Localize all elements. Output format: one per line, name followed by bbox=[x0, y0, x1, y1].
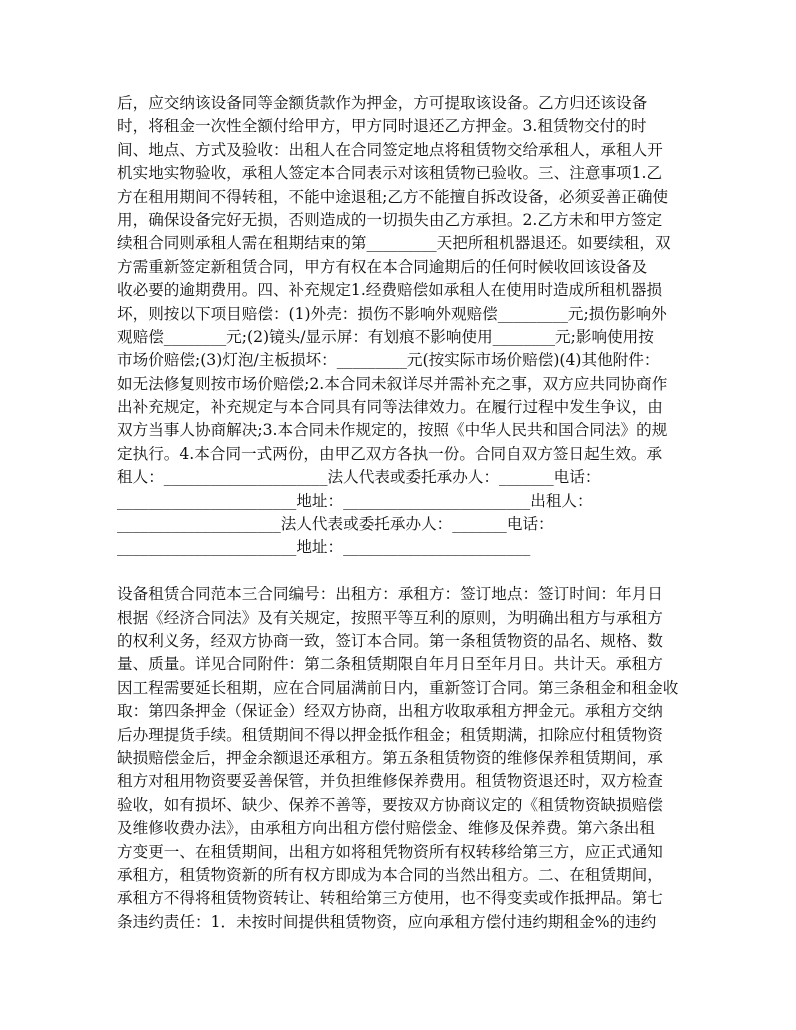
text-line: 承租方，租赁物资新的所有权方即成为本合同的当然出租方。二、在租赁期间， bbox=[117, 865, 663, 884]
text-line: 设备租赁合同范本三合同编号：出租方：承租方：签订地点：签订时间：年月日 bbox=[117, 585, 663, 604]
text-line: 取：第四条押金（保证金）经双方协商，出租方收取承租方押金元。承租方交纳 bbox=[117, 702, 663, 721]
text-line: 的权利义务，经双方协商一致，签订本合同。第一条租赁物资的品名、规格、数 bbox=[117, 631, 663, 650]
text-line: 方变更一、在租赁期间，出租方如将租凭物资所有权转移给第三方，应正式通知 bbox=[117, 842, 663, 861]
text-line: 承租方不得将租赁物资转让、转租给第三方使用，也不得变卖或作抵押品。第七 bbox=[117, 889, 663, 908]
contract-clause-paragraph bbox=[117, 92, 679, 560]
text-line: 条违约责任：1．未按时间提供租赁物资，应向承租方偿付违约期租金%的违约 bbox=[117, 912, 657, 931]
text-line: 市场价赔偿;(3)灯泡/主板损坏：_________元(按实际市场价赔偿)(4)其他附件： bbox=[117, 351, 660, 370]
signature-line: _____________________法人代表或委托承办人：_______电话： bbox=[117, 515, 554, 534]
text-line: 量、质量。详见合同附件：第二条租赁期限自年月日至年月日。共计天。承租方 bbox=[117, 655, 663, 674]
text-line: 后办理提货手续。租赁期间不得以押金抵作租金；租赁期满，扣除应付租赁物资 bbox=[117, 725, 663, 744]
text-line: 间、地点、方式及验收：出租人在合同签定地点将租赁物交给承租人，承租人开 bbox=[117, 140, 663, 159]
text-line: 定执行。4.本合同一式两份，由甲乙双方各执一份。合同自双方签日起生效。承 bbox=[117, 444, 663, 463]
text-line: 出补充规定，补充规定与本合同具有同等法律效力。在履行过程中发生争议，由 bbox=[117, 398, 663, 417]
text-line: 因工程需要延长租期，应在合同届满前日内，重新签订合同。第三条租金和租金收 bbox=[117, 678, 679, 697]
text-line: 用，确保设备完好无损，否则造成的一切损失由乙方承担。2.乙方未和甲方签定 bbox=[117, 210, 663, 229]
signature-line: 租人：_____________________法人代表或委托承办人：_______电话： bbox=[117, 468, 601, 487]
text-line: 缺损赔偿金后，押金余额退还承租方。第五条租赁物资的维修保养租赁期间，承 bbox=[117, 748, 663, 767]
text-line: 观赔偿________元;(2)镜头/显示屏：有划痕不影响使用________元;影响使用按 bbox=[117, 327, 654, 346]
text-line: 根据《经济合同法》及有关规定，按照平等互利的原则，为明确出租方与承租方 bbox=[117, 608, 663, 627]
signature-line: _______________________地址：________________________ bbox=[117, 538, 531, 557]
text-line: 租方对租用物资要妥善保管，并负担维修保养费用。租赁物资退还时，双方检查 bbox=[117, 772, 663, 791]
text-line: 续租合同则承租人需在租期结束的第_________天把所租机器退还。如要续租，双 bbox=[117, 234, 671, 253]
document-page bbox=[117, 92, 679, 934]
paragraph-spacer bbox=[117, 560, 679, 583]
text-line: 机实地实物验收，承租人签定本合同表示对该租赁物已验收。三、注意事项1.乙 bbox=[117, 164, 663, 183]
text-line: 验收，如有损坏、缺少、保养不善等，要按双方协商议定的《租赁物资缺损赔偿 bbox=[117, 795, 663, 814]
text-line: 方在租用期间不得转租，不能中途退租;乙方不能擅自拆改设备，必须妥善正确使 bbox=[117, 187, 669, 206]
signature-line: _______________________地址：________________________出租人： bbox=[117, 491, 593, 510]
text-line: 收必要的逾期费用。四、补充规定1.经费赔偿如承租人在使用时造成所租机器损 bbox=[117, 281, 663, 300]
text-line: 如无法修复则按市场价赔偿;2.本合同未叙详尽并需补充之事，双方应共同协商作 bbox=[117, 374, 668, 393]
text-line: 方需重新签定新租赁合同，甲方有权在本合同逾期后的任何时候收回该设备及 bbox=[117, 257, 648, 276]
text-line: 坏，则按以下项目赔偿：(1)外壳：损伤不影响外观赔偿_________元;损伤影响外 bbox=[117, 304, 667, 323]
text-line: 时，将租金一次性全额付给甲方，甲方同时退还乙方押金。3.租赁物交付的时 bbox=[117, 117, 647, 136]
text-line: 双方当事人协商解决;3.本合同未作规定的，按照《中华人民共和国合同法》的规 bbox=[117, 421, 668, 440]
text-line: 后，应交纳该设备同等金额货款作为押金，方可提取该设备。乙方归还该设备 bbox=[117, 94, 648, 112]
text-line: 及维修收费办法》，由承租方向出租方偿付赔偿金、维修及保养费。第六条出租 bbox=[117, 819, 655, 838]
contract-template-paragraph bbox=[117, 583, 679, 934]
